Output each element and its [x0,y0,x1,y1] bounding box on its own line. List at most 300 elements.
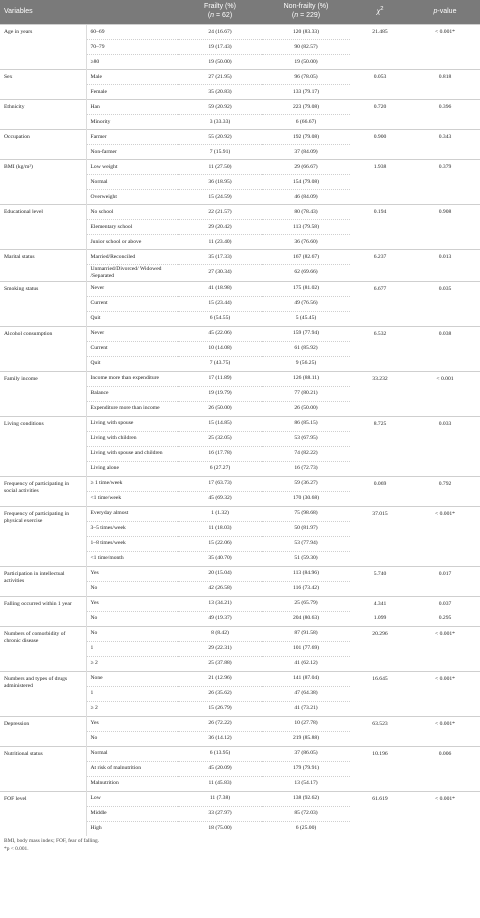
frailty-cell: 13 (34.21) [178,596,262,611]
header-p-value: p-value [410,0,480,25]
level-cell: ≥ 1 time/week [86,476,178,491]
frailty-cell: 11 (45.83) [178,776,262,791]
level-cell: Low weight [86,160,178,175]
table-row [0,160,480,175]
chi-square-cell: 20.296 [350,626,410,641]
table-header [0,0,480,25]
p-value-cell [410,431,480,446]
frailty-cell: 49 (19.37) [178,611,262,626]
chi-square-cell: 6.532 [350,326,410,341]
frailty-cell: 29 (22.31) [178,641,262,656]
level-cell: Income more than expenditure [86,371,178,386]
frailty-cell: 8 (8.42) [178,626,262,641]
chi-square-cell [350,641,410,656]
chi-square-cell: 0.194 [350,205,410,220]
p-value-cell: < 0.001 [410,371,480,386]
frailty-cell: 10 (14.08) [178,341,262,356]
p-value-cell [410,806,480,821]
chi-square-cell [350,701,410,716]
level-cell: No [86,626,178,641]
table-footnote [0,836,480,853]
header-nonfrailty: Non-frailty (%) (n = 229) [262,0,350,25]
variable-cell: Living conditions [0,416,86,476]
nonfrailty-cell: 53 (77.94) [262,536,350,551]
level-cell: Living with spouse [86,416,178,431]
p-value-cell: < 0.001* [410,791,480,806]
table-row [0,326,480,341]
chi-square-cell [350,731,410,746]
level-cell: 60–69 [86,25,178,40]
nonfrailty-cell: 41 (73.21) [262,701,350,716]
level-cell: ≥80 [86,55,178,70]
level-cell: Never [86,281,178,296]
chi-square-cell [350,806,410,821]
nonfrailty-cell: 62 (69.66) [262,265,350,282]
chi-square-cell [350,235,410,250]
frailty-cell: 27 (21.95) [178,70,262,85]
p-value-cell [410,491,480,506]
p-value-cell [410,85,480,100]
frailty-cell: 19 (17.43) [178,40,262,55]
p-value-cell [410,761,480,776]
chi-square-cell [350,40,410,55]
chi-square-cell: 21.485 [350,25,410,40]
table-row [0,371,480,386]
p-value-cell [410,115,480,130]
frailty-cell: 17 (63.73) [178,476,262,491]
nonfrailty-cell: 116 (73.42) [262,581,350,596]
frailty-cell: 11 (27.50) [178,160,262,175]
table-row [0,746,480,761]
variable-cell: Numbers of comorbidity of chronic disease [0,626,86,671]
level-cell: Yes [86,716,178,731]
variable-cell: Alcohol consumption [0,326,86,371]
level-cell: No [86,611,178,626]
chi-square-cell [350,446,410,461]
chi-square-cell [350,656,410,671]
chi-square-cell: 8.725 [350,416,410,431]
p-value-cell [410,446,480,461]
level-cell: ≥ 2 [86,656,178,671]
variable-cell: Numbers and types of drugs administered [0,671,86,716]
nonfrailty-cell: 120 (83.33) [262,25,350,40]
frailty-cell: 55 (20.92) [178,130,262,145]
variable-cell: Age in years [0,25,86,70]
header-chi-square: $\chi^2$ [350,0,410,25]
level-cell: Unmarried/Divorced/ Widowed /Separated [86,265,178,282]
frailty-cell: 6 (54.55) [178,311,262,326]
frailty-cell: 36 (18.95) [178,175,262,190]
variable-cell: Nutritional status [0,746,86,791]
chi-square-cell: 33.232 [350,371,410,386]
chi-square-cell [350,581,410,596]
level-cell: No [86,581,178,596]
nonfrailty-cell: 61 (85.92) [262,341,350,356]
variable-cell: Marital status [0,250,86,282]
variable-cell: BMI (kg/m²) [0,160,86,205]
nonfrailty-cell: 219 (85.88) [262,731,350,746]
p-value-cell: 0.017 [410,566,480,581]
p-value-cell: 0.033 [410,416,480,431]
chi-square-cell [350,536,410,551]
level-cell: Yes [86,566,178,581]
level-cell: Yes [86,596,178,611]
p-value-cell [410,776,480,791]
p-value-cell: < 0.001* [410,25,480,40]
chi-square-cell [350,491,410,506]
nonfrailty-cell: 6 (66.67) [262,115,350,130]
variable-cell: Ethnicity [0,100,86,130]
p-value-cell [410,656,480,671]
level-cell: Junior school or above [86,235,178,250]
p-value-cell: < 0.001* [410,716,480,731]
frailty-cell: 21 (12.96) [178,671,262,686]
chi-square-cell: 16.645 [350,671,410,686]
nonfrailty-cell: 77 (80.21) [262,386,350,401]
chi-square-cell [350,220,410,235]
nonfrailty-cell: 86 (85.15) [262,416,350,431]
table-row [0,626,480,641]
p-value-cell [410,356,480,371]
nonfrailty-cell: 179 (79.91) [262,761,350,776]
p-value-cell: 0.818 [410,70,480,85]
variable-cell: Sex [0,70,86,100]
p-value-cell: 0.908 [410,205,480,220]
nonfrailty-cell: 159 (77.94) [262,326,350,341]
nonfrailty-cell: 59 (36.27) [262,476,350,491]
p-value-cell: 0.035 [410,281,480,296]
frailty-cell: 7 (15.91) [178,145,262,160]
frailty-cell: 15 (24.59) [178,190,262,205]
chi-square-cell: 5.740 [350,566,410,581]
frailty-cell: 15 (22.06) [178,536,262,551]
p-value-cell [410,731,480,746]
level-cell: Married/Reconciled [86,250,178,265]
chi-square-cell [350,776,410,791]
variable-cell: Frequency of participating in social activities [0,476,86,506]
level-cell: Current [86,296,178,311]
frailty-cell: 7 (43.75) [178,356,262,371]
header-level [86,0,178,25]
p-value-cell: 0.792 [410,476,480,491]
nonfrailty-cell: 113 (84.96) [262,566,350,581]
p-value-cell [410,701,480,716]
table-row [0,506,480,521]
frailty-cell: 24 (16.67) [178,25,262,40]
level-cell: No school [86,205,178,220]
chi-square-cell [350,145,410,160]
chi-square-cell: 4.341 [350,596,410,611]
level-cell: Quit [86,356,178,371]
p-value-cell [410,145,480,160]
level-cell: Normal [86,746,178,761]
chi-square-cell [350,296,410,311]
level-cell: 1 [86,686,178,701]
nonfrailty-cell: 46 (84.09) [262,190,350,205]
frailty-cell: 11 (23.40) [178,235,262,250]
nonfrailty-cell: 25 (65.79) [262,596,350,611]
p-value-cell: 0.295 [438,615,452,622]
frailty-cell: 3 (33.33) [178,115,262,130]
nonfrailty-cell: 133 (79.17) [262,85,350,100]
nonfrailty-cell: 90 (82.57) [262,40,350,55]
chi-square-cell: 0.053 [350,70,410,85]
frailty-cell: 33 (27.97) [178,806,262,821]
chi-square-cell [350,175,410,190]
chi-square-cell [350,431,410,446]
chi-square-cell [350,85,410,100]
chi-square-cell: 63.523 [350,716,410,731]
level-cell: ≥ 2 [86,701,178,716]
frailty-cell: 25 (37.88) [178,656,262,671]
p-value-cell: < 0.001* [410,671,480,686]
level-cell: Living with children [86,431,178,446]
variable-cell: Frequency of participating in physical exercise [0,506,86,566]
level-cell: Middle [86,806,178,821]
frailty-cell: 27 (30.34) [178,265,262,282]
frailty-cell: 42 (26.58) [178,581,262,596]
table-row [0,716,480,731]
nonfrailty-cell: 74 (82.22) [262,446,350,461]
p-value-cell [410,296,480,311]
p-value-cell [410,265,480,282]
nonfrailty-cell: 113 (79.58) [262,220,350,235]
nonfrailty-cell: 154 (79.08) [262,175,350,190]
chi-square-cell [350,386,410,401]
chi-square-cell: 0.069 [350,476,410,491]
chi-square-cell [350,341,410,356]
level-cell: Quit [86,311,178,326]
p-value-cell [410,341,480,356]
chi-square-cell [350,521,410,536]
nonfrailty-cell: 50 (81.97) [262,521,350,536]
p-value-cell: < 0.001* [410,626,480,641]
p-value-cell [410,461,480,476]
nonfrailty-cell: 47 (64.38) [262,686,350,701]
table-row [0,281,480,296]
level-cell: At risk of malnutrition [86,761,178,776]
nonfrailty-cell: 53 (67.95) [262,431,350,446]
p-value-cell: 0.379 [410,160,480,175]
level-cell: Normal [86,175,178,190]
nonfrailty-cell: 96 (78.05) [262,70,350,85]
level-cell: Minority [86,115,178,130]
nonfrailty-cell: 75 (98.68) [262,506,350,521]
nonfrailty-cell: 170 (30.68) [262,491,350,506]
level-cell: 1–8 times/week [86,536,178,551]
p-value-cell [410,821,480,836]
frailty-cell: 36 (14.12) [178,731,262,746]
variable-cell: Occupation [0,130,86,160]
nonfrailty-cell: 85 (72.03) [262,806,350,821]
p-value-cell: 0.006 [410,746,480,761]
level-cell: <1 time/month [86,551,178,566]
frailty-cell: 35 (17.33) [178,250,262,265]
chi-square-cell: 0.900 [350,130,410,145]
chi-square-cell [350,551,410,566]
header-variables: Variables [0,0,86,25]
level-cell: Overweight [86,190,178,205]
level-cell: Balance [86,386,178,401]
level-cell: 3–5 times/week [86,521,178,536]
frailty-cell: 6 (13.95) [178,746,262,761]
chi-square-cell [350,761,410,776]
variable-cell: Smoking status [0,281,86,326]
p-value-cell [410,686,480,701]
level-cell: 70–79 [86,40,178,55]
level-cell: Non-farmer [86,145,178,160]
chi-square-cell [350,55,410,70]
nonfrailty-cell: 19 (50.00) [262,55,350,70]
table-body [0,25,480,836]
chi-square-cell [350,461,410,476]
variable-cell: Falling occurred within 1 year [0,596,86,626]
level-cell: None [86,671,178,686]
nonfrailty-cell: 36 (76.60) [262,235,350,250]
nonfrailty-cell: 101 (77.69) [262,641,350,656]
nonfrailty-cell: 138 (92.62) [262,791,350,806]
nonfrailty-cell: 141 (87.04) [262,671,350,686]
p-value-cell [410,521,480,536]
level-cell: Living alone [86,461,178,476]
nonfrailty-cell: 16 (72.73) [262,461,350,476]
chi-square-cell [350,265,410,282]
p-value-cell [410,641,480,656]
level-cell: No [86,731,178,746]
p-value-cell: 0.037 [410,596,480,611]
level-cell: Malnutrition [86,776,178,791]
table-row [0,596,480,611]
chi-square-cell [350,190,410,205]
p-value-cell [410,235,480,250]
frailty-cell: 41 (18.98) [178,281,262,296]
table-row [0,566,480,581]
frailty-cell: 45 (69.32) [178,491,262,506]
frailty-cell: 16 (17.78) [178,446,262,461]
frailty-cell: 11 (7.38) [178,791,262,806]
table-row [0,791,480,806]
p-value-cell [410,551,480,566]
chi-square-cell: 10.196 [350,746,410,761]
frailty-cell: 22 (21.57) [178,205,262,220]
p-value-cell [410,401,480,416]
nonfrailty-cell: 6 (25.00) [262,821,350,836]
frailty-cell: 35 (20.83) [178,85,262,100]
level-cell: 1 [86,641,178,656]
nonfrailty-cell: 49 (76.56) [262,296,350,311]
frailty-cell: 59 (20.92) [178,100,262,115]
level-cell: Current [86,341,178,356]
nonfrailty-cell: 37 (86.05) [262,746,350,761]
table-row [0,476,480,491]
variable-cell: Family income [0,371,86,416]
nonfrailty-cell: 192 (79.08) [262,130,350,145]
table-row [0,250,480,265]
p-value-cell [410,220,480,235]
p-value-cell: < 0.001* [410,506,480,521]
nonfrailty-cell: 26 (50.00) [262,401,350,416]
frailty-cell: 26 (50.00) [178,401,262,416]
frailty-cell: 19 (50.00) [178,55,262,70]
level-cell: Expenditure more than income [86,401,178,416]
frailty-cell: 20 (15.04) [178,566,262,581]
nonfrailty-cell: 5 (45.45) [262,311,350,326]
footnote-significance: *p < 0.001. [4,845,29,852]
nonfrailty-cell: 37 (84.09) [262,145,350,160]
nonfrailty-cell: 204 (80.63) [262,611,350,626]
nonfrailty-cell: 175 (81.02) [262,281,350,296]
level-cell: Elementary school [86,220,178,235]
chi-square-cell [350,311,410,326]
nonfrailty-cell: 29 (66.67) [262,160,350,175]
p-value-cell: 0.013 [410,250,480,265]
footnote-abbreviations: BMI, body mass index; FOF, fear of falling. [4,837,100,844]
level-cell: <1 time/week [86,491,178,506]
chi-square-cell [350,686,410,701]
nonfrailty-cell: 51 (59.30) [262,551,350,566]
chi-square-cell: 61.619 [350,791,410,806]
table-row [0,70,480,85]
table-row [0,25,480,40]
level-cell: Everyday almost [86,506,178,521]
frailty-cell: 15 (23.44) [178,296,262,311]
p-value-cell [410,55,480,70]
p-value-cell [410,190,480,205]
level-cell: Never [86,326,178,341]
frailty-cell: 17 (11.89) [178,371,262,386]
nonfrailty-cell: 13 (54.17) [262,776,350,791]
table-row [0,100,480,115]
p-value-cell [410,581,480,596]
p-value-cell: 0.343 [410,130,480,145]
chi-square-cell: 37.015 [350,506,410,521]
frailty-cell: 11 (18.03) [178,521,262,536]
level-cell: Low [86,791,178,806]
frailty-cell: 15 (14.85) [178,416,262,431]
level-cell: High [86,821,178,836]
nonfrailty-cell: 167 (82.67) [262,250,350,265]
table-row [0,130,480,145]
level-cell: Han [86,100,178,115]
nonfrailty-cell: 87 (91.58) [262,626,350,641]
nonfrailty-cell: 223 (79.08) [262,100,350,115]
p-value-cell [410,536,480,551]
frailty-cell: 6 (27.27) [178,461,262,476]
frailty-cell: 15 (26.79) [178,701,262,716]
frailty-cell: 1 (1.32) [178,506,262,521]
header-frailty: Frailty (%) (n = 62) [178,0,262,25]
nonfrailty-cell: 126 (88.11) [262,371,350,386]
frailty-cell: 35 (40.70) [178,551,262,566]
level-cell: Female [86,85,178,100]
chi-square-cell [350,401,410,416]
nonfrailty-cell: 9 (56.25) [262,356,350,371]
nonfrailty-cell: 80 (78.43) [262,205,350,220]
level-cell: Living with spouse and children [86,446,178,461]
chi-square-cell [350,356,410,371]
chi-square-cell [350,821,410,836]
frailty-cell: 29 (20.42) [178,220,262,235]
chi-square-cell: 0.720 [350,100,410,115]
chi-square-cell: 6.237 [350,250,410,265]
frailty-cell: 45 (20.09) [178,761,262,776]
variable-cell: Participation in intellectual activities [0,566,86,596]
frailty-cell: 25 (32.05) [178,431,262,446]
frailty-cell: 26 (35.62) [178,686,262,701]
table-row [0,205,480,220]
frailty-cell: 45 (22.06) [178,326,262,341]
variable-cell: Educational level [0,205,86,250]
